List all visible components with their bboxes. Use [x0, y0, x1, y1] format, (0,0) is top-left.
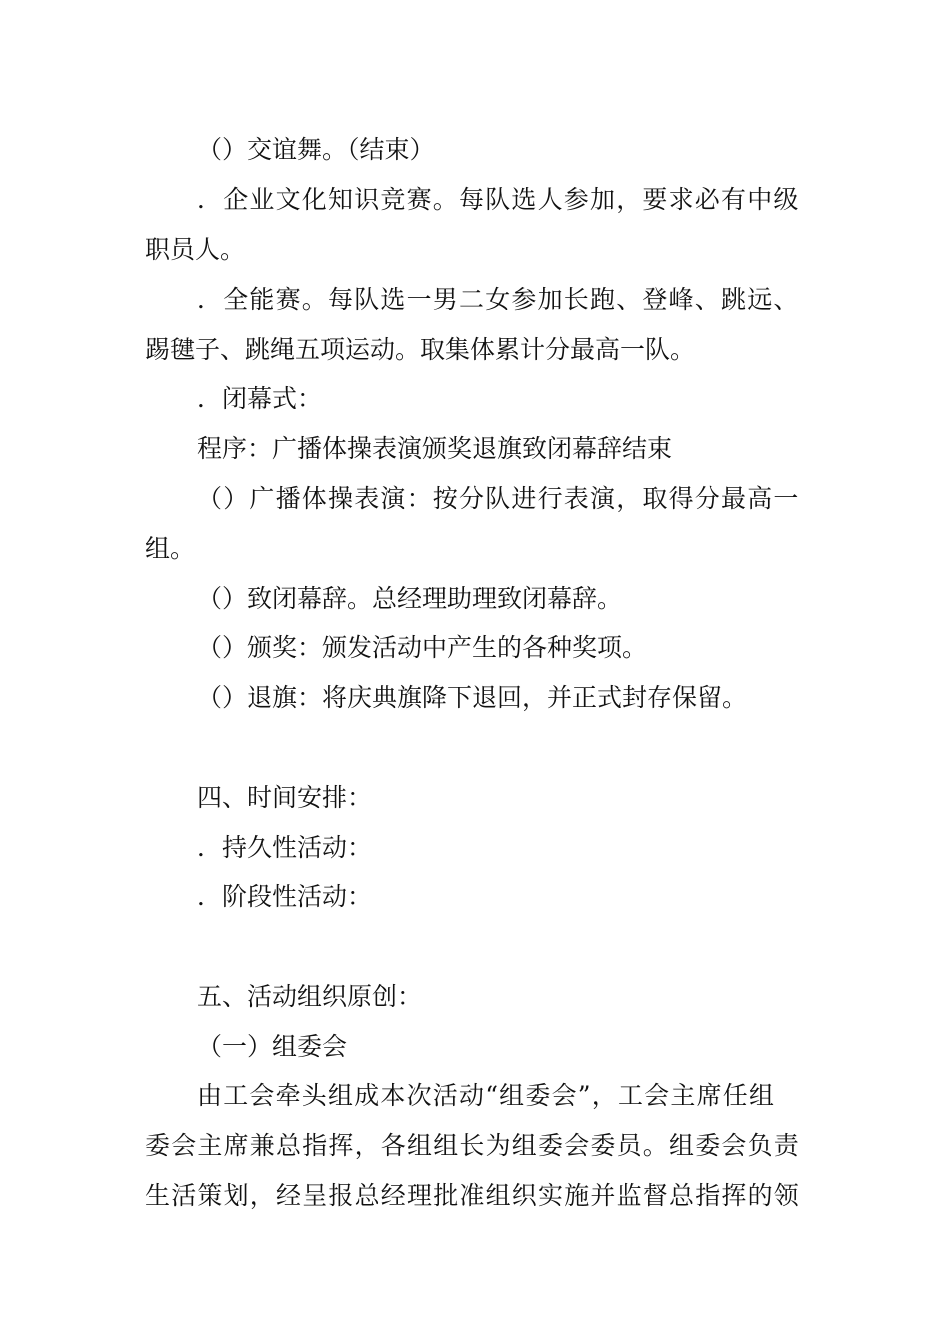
text-line: 生活策划，经呈报总经理批准组织实施并监督总指挥的领 [145, 1181, 801, 1210]
text-line: （）交谊舞。（结束） [197, 135, 435, 164]
text-line: 职员人。 [145, 235, 246, 264]
subsection-heading: （一）组委会 [197, 1032, 348, 1061]
section-heading: 五、活动组织原创： [197, 982, 423, 1011]
text-line: ．阶段性活动： [197, 882, 373, 911]
text-line: ．全能赛。每队选一男二女参加长跑、登峰、跳远、 [197, 285, 800, 314]
text-line: 委会主席兼总指挥，各组组长为组委会委员。组委会负责 [145, 1131, 801, 1160]
text-line: （）退旗：将庆典旗降下退回，并正式封存保留。 [197, 683, 748, 712]
text-line: 程序：广播体操表演颁奖退旗致闭幕辞结束 [197, 434, 673, 463]
text-line: ．企业文化知识竞赛。每队选人参加，要求必有中级 [197, 185, 800, 214]
text-line: 组。 [145, 534, 196, 563]
text-line: ．持久性活动： [197, 833, 373, 862]
text-line: 踢毽子、跳绳五项运动。取集体累计分最高一队。 [145, 335, 696, 364]
text-line: （）致闭幕辞。总经理助理致闭幕辞。 [197, 584, 623, 613]
section-heading: 四、时间安排： [197, 783, 373, 812]
text-line: ．闭幕式： [197, 384, 323, 413]
text-line: 由工会牵头组成本次活动“组委会”，工会主席任组 [197, 1081, 776, 1110]
text-line: （）广播体操表演：按分队进行表演，取得分最高一 [197, 484, 800, 513]
text-line: （）颁奖：颁发活动中产生的各种奖项。 [197, 633, 648, 662]
